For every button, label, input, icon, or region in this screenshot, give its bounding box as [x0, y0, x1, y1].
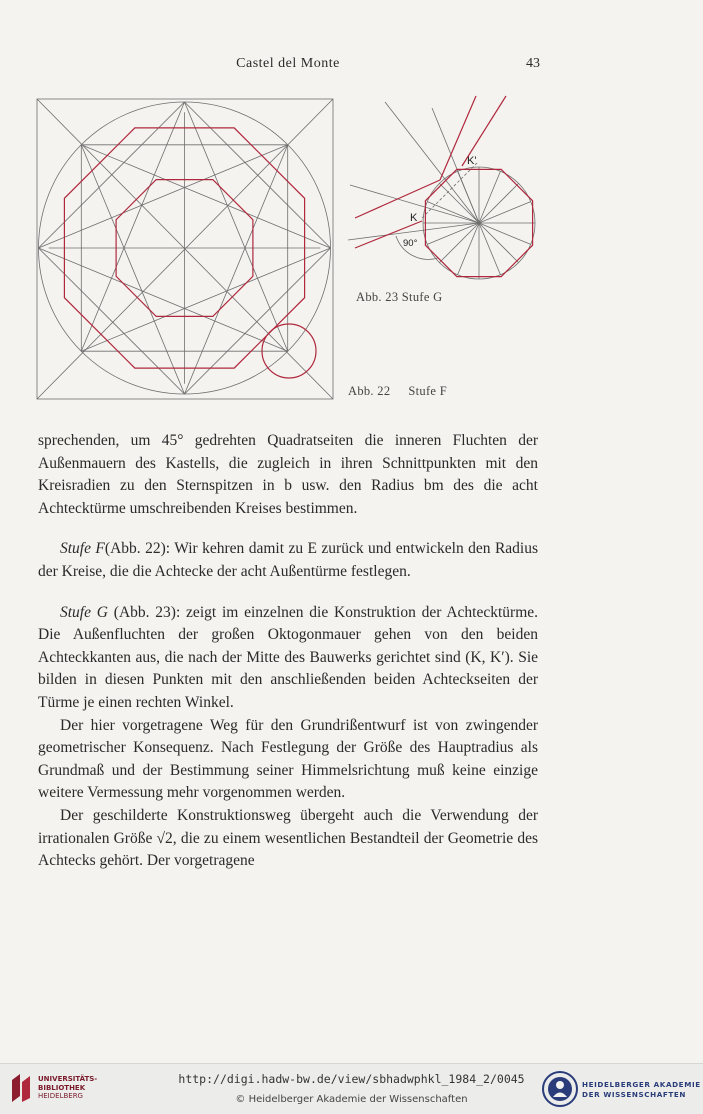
- running-title: Castel del Monte: [236, 56, 340, 71]
- academy-logo-line-2: DER WISSENSCHAFTEN: [582, 1090, 687, 1099]
- star-line: [81, 248, 330, 351]
- figure-22-caption: [348, 384, 447, 399]
- body-text: [38, 430, 538, 873]
- paragraph-4: Der hier vorgetragene Weg für den Grundrißentwurf ist von zwingender geometrischer Konsequenz. Nach Festlegung der Größe des Hauptradius als Grundmaß und der Bestimmung seiner Himmelsrichtung muß keine einzige weitere Vermessung mehr vorgenommen werden.: [38, 716, 538, 802]
- copyright-notice: © Heidelberger Akademie der Wissenschaften: [235, 1094, 468, 1105]
- paragraph-5: Der geschilderte Konstruktionsweg übergeht auch die Verwendung der irrationalen Größe √2, die zu einem wesentlichen Bestandteil der Geometrie des Achtecks gehört. Der vorgetragene: [38, 806, 538, 870]
- tower-radius-line: [479, 183, 519, 223]
- document-url[interactable]: http://digi.hadw-bw.de/view/sbhadwphkl_1984_2/0045: [178, 1072, 525, 1086]
- academy-seal-icon: [542, 1070, 578, 1108]
- star-line: [39, 248, 288, 351]
- star-line: [81, 145, 330, 248]
- paragraph-3-text: (Abb. 23): zeigt im einzelnen die Konstruktion der Achtecktürme. Die Außenfluchten der großen Oktogonmauer gehen von den beiden Achteckkanten aus, die nach der Mitte des Bauwerks gerichtet sind (K, K′). Sie bilden in diesen Punkten mit den anschließenden beiden Achteckseiten der Türme je einen rechten Winkel.: [38, 603, 539, 711]
- footer-bar: [0, 1063, 703, 1114]
- stage-g-label: Stufe G: [60, 603, 108, 621]
- star-line: [185, 145, 288, 394]
- stage-f-label: Stufe F: [60, 540, 105, 558]
- library-logo-line-3: HEIDELBERG: [38, 1092, 83, 1100]
- star-line: [185, 102, 288, 351]
- figure-23-diagram: [340, 90, 544, 290]
- label-k: K: [410, 212, 418, 224]
- figure-22-diagram: [36, 98, 336, 402]
- library-logo-line-2: BIBLIOTHEK: [38, 1083, 86, 1092]
- tower-radius-line: [479, 223, 519, 263]
- academy-logo: [542, 1070, 702, 1110]
- paragraph-2: [38, 538, 538, 583]
- paragraph-3: [38, 602, 538, 715]
- paragraph-2-text: (Abb. 22): Wir kehren damit zu E zurück und entwickeln den Radius der Kreise, die die Achtecke der acht Außentürme festlegen.: [38, 540, 538, 580]
- star-line: [81, 102, 184, 351]
- academy-logo-line-1: HEIDELBERGER AKADEMIE: [582, 1080, 701, 1089]
- star-line: [39, 145, 288, 248]
- tower-radius-line: [439, 223, 479, 263]
- star-line: [81, 145, 184, 394]
- label-k-prime: K': [467, 155, 477, 167]
- paragraph-1: sprechenden, um 45° gedrehten Quadratseiten die inneren Fluchten der Außenmauern des Kastells, die zugleich in ihren Schnittpunkten mit den Kreisradien zu den Sternspitzen in b usw. den Radius bm des die acht Achtecktürme umschreibenden Kreises bestimmen.: [38, 432, 538, 517]
- figure-23-caption: Abb. 23 Stufe G: [356, 290, 443, 304]
- page-number: 43: [526, 56, 540, 71]
- running-header: [36, 56, 540, 74]
- construction-dashed: [422, 162, 478, 218]
- figure-22-label: Abb. 22: [348, 384, 391, 398]
- figure-22-stage: Stufe F: [408, 384, 447, 398]
- library-logo-line-1: UNIVERSITÄTS-: [38, 1075, 98, 1083]
- label-angle: 90°: [403, 238, 418, 249]
